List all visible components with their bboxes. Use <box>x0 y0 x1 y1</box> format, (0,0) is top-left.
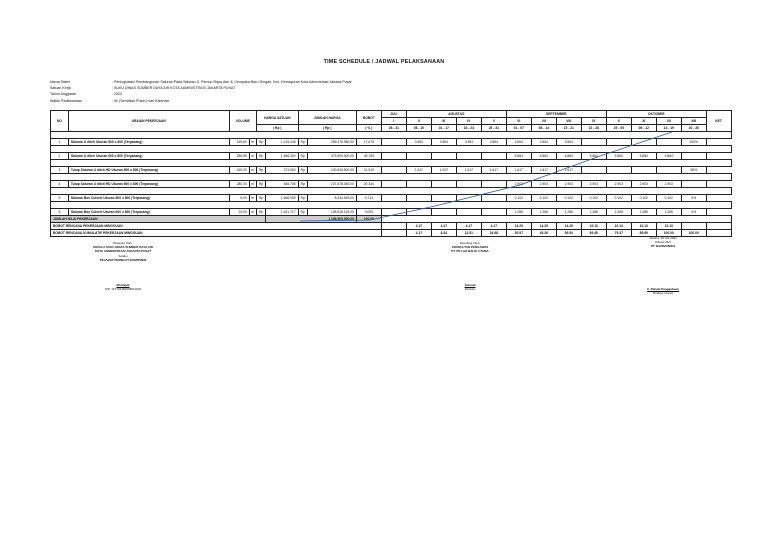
week-value: 1.286 <box>506 209 531 216</box>
rencana-value: 10.13 <box>581 223 606 230</box>
item-uraian: Saluran U ditch Ukuran 800 x 800 (Terpasang) <box>68 139 229 146</box>
week-value: 5.884 <box>606 153 631 160</box>
header-month: AGUSTUS <box>406 111 506 118</box>
header-week: IV <box>456 118 481 125</box>
item-uraian: Tutup Saluran U ditch HD Ukuran 600 x 800 (Terpasang) <box>68 181 229 188</box>
info-value: : 2022 <box>112 92 122 97</box>
item-harga: 721.500 <box>266 167 298 174</box>
sig-line: Dibuat Oleh <box>655 240 671 245</box>
item-unit: m' <box>251 154 255 158</box>
week-value: 1.286 <box>656 209 681 216</box>
week-value: 5.884 <box>581 153 606 160</box>
item-uraian: Saluran Box Culvert Ukuran 600 x 800 (Terpasang) <box>68 209 229 216</box>
item-bobot: 0,714 <box>356 195 381 202</box>
header-date: 06 - 12 <box>631 125 656 132</box>
week-value: 2.903 <box>581 181 606 188</box>
week-value: 1.617 <box>506 167 531 174</box>
item-bobot: 17,675 <box>356 139 381 146</box>
sig-name: Ir. Pahala Panggabean <box>647 286 679 291</box>
header-date: 22 - 28 <box>581 125 606 132</box>
week-value: 3.554 <box>406 139 431 146</box>
item-rp: Rp <box>298 209 308 216</box>
item-rp: Rp <box>256 139 266 146</box>
header-date: 08 - 14 <box>531 125 556 132</box>
sig-role: Direktur <box>464 286 476 291</box>
header-date: 29 - 05 <box>606 125 631 132</box>
item-harga: 1.139.446 <box>266 139 298 146</box>
item-jumlah: 475.509.000,00 <box>308 153 357 160</box>
header-date: 15 - 21 <box>556 125 581 132</box>
header-no: NO <box>51 111 69 132</box>
week-value: 0.102 <box>606 195 631 202</box>
total-label: JUMLAH NILAI PEKERJAAN <box>51 216 266 223</box>
item-uraian: Tutup Saluran U ditch HD Ukuran 600 x 800 (Terpasang) <box>68 167 229 174</box>
item-unit: m' <box>251 196 255 200</box>
week-value: 5.884 <box>506 153 531 160</box>
item-no: 2 <box>51 153 69 160</box>
week-value: 1.286 <box>581 209 606 216</box>
week-value: 5.884 <box>556 153 581 160</box>
item-rp: Rp <box>298 153 308 160</box>
header-date: 26 - 31 <box>381 125 406 132</box>
header-week: II <box>406 118 431 125</box>
week-value: 0.102 <box>506 195 531 202</box>
rencana-value: 10.13 <box>656 223 681 230</box>
header-date: 20 - 26 <box>681 125 706 132</box>
rencana-value: 10.13 <box>631 223 656 230</box>
week-value: 1.286 <box>631 209 656 216</box>
item-rp: Rp <box>256 209 266 216</box>
header-harga-satuan: HARGA SATUAN <box>256 111 298 125</box>
kumulatif-value: 69.45 <box>581 230 606 237</box>
header-week: VII <box>531 118 556 125</box>
item-unit: m' <box>251 140 255 144</box>
item-no: 1 <box>51 139 69 146</box>
item-bobot: 20,334 <box>356 181 381 188</box>
sig-line: Jakarta, 26 Juli 2022 <box>649 236 677 240</box>
info-value: : SUKU DINAS SUMBER DAYA AIR KOTA ADMINISTRASI JAKARTA PUSAT <box>112 86 236 91</box>
header-month: OKTOBER <box>606 111 706 118</box>
sig-line: Selaku <box>118 253 128 258</box>
kumulatif-value: 89.69 <box>631 230 656 237</box>
header-date: 01 - 17 <box>431 125 456 132</box>
rencana-value: 10.13 <box>606 223 631 230</box>
item-unit: m' <box>251 210 255 214</box>
item-harga: 846.706 <box>266 181 298 188</box>
header-month: SEPTEMBER <box>506 111 606 118</box>
item-uraian: Saluran Box Culvert Ukuran 800 x 800 (Terpasang) <box>68 195 229 202</box>
header-month: JULI <box>381 111 406 118</box>
sig-line: PT. PILLAR BALIK UTAMA <box>451 249 489 254</box>
item-bobot: 40,765 <box>356 153 381 160</box>
item-ket: 100% <box>681 139 706 146</box>
week-value: 0.102 <box>556 195 581 202</box>
item-rp: Rp <box>298 195 308 202</box>
item-bobot: 9,093 <box>356 209 381 216</box>
week-value: 3.554 <box>481 139 506 146</box>
header-week: XII <box>656 118 681 125</box>
kumulatif-value: 45.26 <box>531 230 556 237</box>
item-volume: 169,80 <box>229 139 249 146</box>
week-value: 3.554 <box>556 139 581 146</box>
header-date: 25 - 31 <box>481 125 506 132</box>
item-volume: 20,00 <box>229 209 249 216</box>
item-harga: 1.621.717 <box>266 209 298 216</box>
item-jumlah: 237.678.040,00 <box>308 181 357 188</box>
header-week: VI <box>506 118 531 125</box>
item-volume: 280,00 <box>229 181 249 188</box>
header-week: XIII <box>681 118 706 125</box>
rencana-label: BOBOT RENCANA PEKERJAAN MINGGUAN <box>51 223 382 230</box>
info-value: : 90 (Sembilan Puluh) Hari Kalender <box>112 98 170 103</box>
item-jumlah: 8.334.545,00 <box>308 195 357 202</box>
item-jumlah: 289.378.960,00 <box>308 139 357 146</box>
week-value: 1.617 <box>406 167 431 174</box>
kumulatif-value: 8.34 <box>431 230 456 237</box>
header-date: 18 - 24 <box>456 125 481 132</box>
sig-name: Sumadi <box>464 282 476 287</box>
info-label: Satuan Kerja <box>50 86 71 91</box>
rencana-value: 4.17 <box>456 223 481 230</box>
week-value: 1.286 <box>531 209 556 216</box>
item-rp: Rp <box>256 153 266 160</box>
week-value: 3.554 <box>506 139 531 146</box>
week-value: 2.903 <box>606 181 631 188</box>
week-value: 5.884 <box>656 153 681 160</box>
sig-name: Mustajab <box>116 283 130 288</box>
rencana-value: 14.29 <box>556 223 581 230</box>
header-date: 01 - 07 <box>506 125 531 132</box>
header-week: VIII <box>556 118 581 125</box>
week-value: 1.286 <box>556 209 581 216</box>
item-volume: 160,00 <box>229 167 249 174</box>
kumulatif-value: 79.37 <box>606 230 631 237</box>
rencana-value: 14.29 <box>506 223 531 230</box>
item-uraian: Saluran U ditch Ukuran 600 x 800 (Terpasang) <box>68 153 229 160</box>
week-value: 2.903 <box>531 181 556 188</box>
info-label: Tahun Anggaran <box>50 92 77 97</box>
week-value: 3.554 <box>531 139 556 146</box>
rencana-value: 4.17 <box>431 223 456 230</box>
header-jumlah-harga: JUMLAH HARGA <box>298 111 356 125</box>
item-jumlah: 105.618.125,00 <box>308 209 357 216</box>
item-jumlah: 130.634.500,00 <box>308 167 357 174</box>
item-rp: Rp <box>256 167 266 174</box>
week-value: 2.903 <box>556 181 581 188</box>
week-value: 0.102 <box>656 195 681 202</box>
item-harga: 1.656.300 <box>266 153 298 160</box>
kumulatif-value: 12.51 <box>456 230 481 237</box>
kumulatif-value: 16.68 <box>481 230 506 237</box>
rencana-value: 4.17 <box>406 223 431 230</box>
week-value: 5.884 <box>631 153 656 160</box>
kumulatif-value: 100.00 <box>656 230 681 237</box>
page-title: TIME SCHEDULE / JADWAL PELAKSANAAN <box>323 59 445 65</box>
total-bobot: 100,00 <box>356 216 381 223</box>
header-date: 08 - 10 <box>406 125 431 132</box>
header-bobot: BOBOT <box>356 111 381 125</box>
week-value: 2.903 <box>631 181 656 188</box>
sig-line: KOTA ADMINISTRASI JAKARTA PUSAT <box>94 249 152 254</box>
week-value: 2.903 <box>506 181 531 188</box>
header-week: I <box>381 118 406 125</box>
week-value: 5.884 <box>531 153 556 160</box>
rencana-value: 14.29 <box>531 223 556 230</box>
kumulatif-value: 4.17 <box>406 230 431 237</box>
signature-left <box>78 241 168 291</box>
week-value: 0.102 <box>531 195 556 202</box>
header-week: XI <box>631 118 656 125</box>
header-pct: ( % ) <box>356 125 381 132</box>
header-uraian: URAIAN PEKERJAAN <box>68 111 229 132</box>
week-value: 1.617 <box>556 167 581 174</box>
item-rp: Rp <box>298 181 308 188</box>
header-week: IX <box>581 118 606 125</box>
item-no: 5 <box>51 209 69 216</box>
header-week: III <box>431 118 456 125</box>
rencana-value: 4.17 <box>481 223 506 230</box>
week-value: 3.554 <box>431 139 456 146</box>
kumulatif-value: 100.00 <box>681 230 706 237</box>
week-value: 1.617 <box>481 167 506 174</box>
item-no: 5 <box>51 195 69 202</box>
item-ket: 0% <box>681 209 706 216</box>
item-unit: m' <box>251 168 255 172</box>
item-rp: Rp <box>256 181 266 188</box>
sig-line: Diperiksa Oleh, <box>459 241 481 245</box>
sig-line: PT. BARIBONIKA <box>650 244 676 249</box>
week-value: 1.617 <box>456 167 481 174</box>
item-volume: 286,85 <box>229 153 249 160</box>
week-value: 1.286 <box>606 209 631 216</box>
week-value: 0.102 <box>581 195 606 202</box>
signature-middle <box>425 241 515 291</box>
item-rp: Rp <box>298 139 308 146</box>
item-no: 4 <box>51 181 69 188</box>
item-rp: Rp <box>298 167 308 174</box>
header-week: X <box>606 118 631 125</box>
header-week: V <box>481 118 506 125</box>
kumulatif-value: 59.54 <box>556 230 581 237</box>
signature-right <box>618 236 708 295</box>
sig-line: Disetujui Oleh, <box>113 241 133 245</box>
info-value: : Peningkatan/ Pembangunan Saluran Pada Saluran Jl. Pemuo Raya dan Jl. Cempaka Baru Tengah, Kec. Kemayoran Kota Administrasi Jakarta Pusat <box>112 80 352 84</box>
total-value: 1.168.509.050,00 <box>266 216 356 223</box>
sig-line: PEJABAT PEMBUAT KOMITMEN <box>99 257 147 262</box>
item-harga: 1.666.909 <box>266 195 298 202</box>
header-date: 13 - 19 <box>656 125 681 132</box>
item-unit: m' <box>251 182 255 186</box>
kumulatif-value: 30.97 <box>506 230 531 237</box>
header-volume: VOLUME <box>229 111 256 132</box>
week-value: 0.102 <box>631 195 656 202</box>
week-value: 1.617 <box>531 167 556 174</box>
sig-role: Direktur Utama <box>652 290 674 295</box>
item-volume: 5,00 <box>229 195 249 202</box>
item-ket: 58% <box>681 167 706 174</box>
week-value: 2.903 <box>656 181 681 188</box>
sig-line: KONSULTAN PENGAWAS <box>451 245 489 250</box>
info-label: Waktu Pelaksanaan <box>50 98 82 103</box>
week-value: 1.617 <box>431 167 456 174</box>
header-ket: KET. <box>706 111 731 132</box>
s-curve-line <box>300 132 672 221</box>
sig-nip: NIP. 197702182008011002 <box>104 287 142 292</box>
item-bobot: 11,319 <box>356 167 381 174</box>
kumulatif-label: BOBOT RENCANA KUMULATIF PEKERJAAN MINGGUAN <box>51 230 382 237</box>
item-no: 3 <box>51 167 69 174</box>
info-label: Nama Paket <box>50 80 70 84</box>
week-value: 3.554 <box>456 139 481 146</box>
header-rp: ( Rp ) <box>256 125 298 132</box>
header-rp: ( Rp ) <box>298 125 356 132</box>
sig-line: KEPALA SUKU DINAS SUMBER DAYA AIR <box>93 245 153 250</box>
item-ket: 0% <box>681 195 706 202</box>
item-rp: Rp <box>256 195 266 202</box>
